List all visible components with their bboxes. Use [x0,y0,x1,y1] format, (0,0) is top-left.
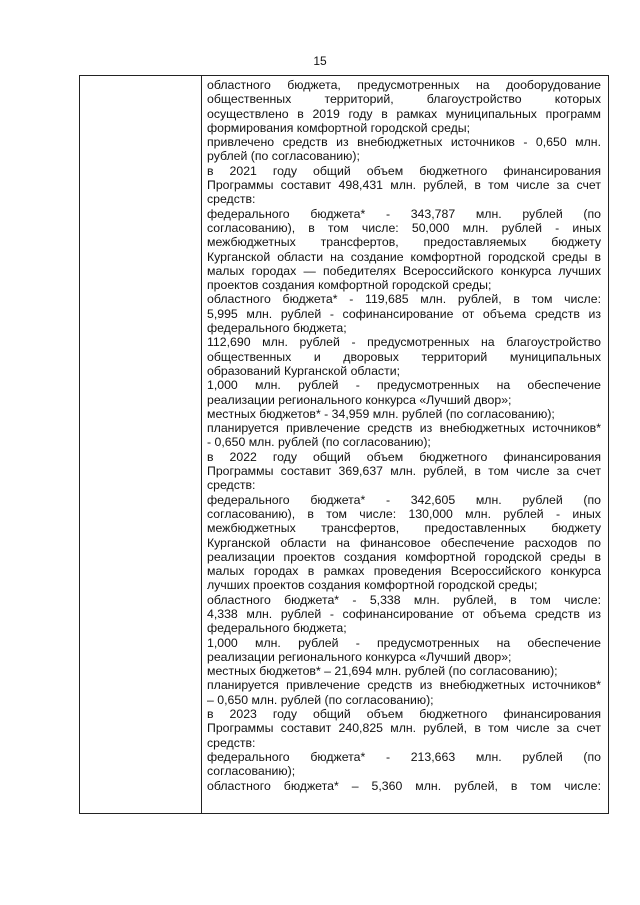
text-line: реализации регионального конкурса «Лучший двор»; [207,392,512,407]
text-line: планируется привлечение средств из внебюджетных источников* [207,678,601,693]
text-line: реализации регионального конкурса «Лучший двор»; [207,649,512,664]
text-line: в 2023 году общий объем бюджетного финансирования [207,707,601,722]
page-number: 15 [313,54,327,68]
text-line: местных бюджетов* - 34,959 млн. рублей (по согласованию); [207,406,555,421]
text-line: малых городах — победителях Всероссийского конкурса лучших [207,263,601,278]
text-line: 1,000 млн. рублей - предусмотренных на обеспечение [207,635,601,650]
text-line: межбюджетных трансфертов, предоставляемых бюджету [207,235,601,250]
text-line: областного бюджета* - 119,685 млн. рублей, в том числе: [207,292,601,307]
text-line: межбюджетных трансфертов, предоставленных бюджету [207,521,601,536]
text-line: привлечено средств из внебюджетных источников - 0,650 млн. [207,135,601,150]
text-line: образований Курганской области; [207,363,400,378]
text-line: согласованию), в том числе: 50,000 млн. рублей - иных [207,220,601,235]
text-line: рублей (по согласованию); [207,149,360,164]
text-line: формирования комфортной городской среды; [207,120,471,135]
text-line: федерального бюджета* - 343,787 млн. рублей (по [207,206,601,221]
text-line: осуществлено в 2019 году в рамках муниципальных программ [207,106,601,121]
text-line: в 2021 году общий объем бюджетного финансирования [207,163,601,178]
text-line: федерального бюджета* - 342,605 млн. рублей (по [207,492,601,507]
text-line: областного бюджета, предусмотренных на дооборудование [207,78,601,92]
text-line: общественных территорий, благоустройство которых [207,92,601,107]
text-line: лучших проектов создания комфортной городской среды; [207,578,538,593]
text-line: – 0,650 млн. рублей (по согласованию); [207,692,434,707]
text-line: - 0,650 млн. рублей (по согласованию); [207,435,431,450]
text-line: общественных и дворовых территорий муниципальных [207,349,601,364]
text-line: областного бюджета* – 5,360 млн. рублей, в том числе: [207,778,601,793]
text-line: согласованию); [207,764,296,779]
text-line: средств: [207,735,256,750]
text-line: проектов создания комфортной городской среды; [207,278,492,293]
text-line: 5,995 млн. рублей - софинансирование от объема средств из [207,306,601,321]
program-funding-table [79,75,609,814]
text-line: в 2022 году общий объем бюджетного финансирования [207,449,601,464]
funding-description-cell [202,76,608,813]
text-line: Курганской области на финансовое обеспечение расходов по [207,535,601,550]
text-line: 1,000 млн. рублей - предусмотренных на обеспечение [207,378,601,393]
text-line: областного бюджета* - 5,338 млн. рублей, в том числе: [207,592,601,607]
text-line: планируется привлечение средств из внебюджетных источников* [207,421,601,436]
text-line: Программы составит 240,825 млн. рублей, в том числе за счет [207,721,601,736]
text-line: малых городах в рамках проведения Всероссийского конкурса [207,564,601,579]
text-line: Программы составит 498,431 млн. рублей, в том числе за счет [207,178,601,193]
text-line: согласованию), в том числе: 130,000 млн. рублей - иных [207,506,601,521]
text-line: средств: [207,478,256,493]
text-line: средств: [207,192,256,207]
text-line: 112,690 млн. рублей - предусмотренных на благоустройство [207,335,601,350]
text-line: местных бюджетов* – 21,694 млн. рублей (по согласованию); [207,664,558,679]
text-line: 4,338 млн. рублей - софинансирование от объема средств из [207,606,601,621]
table-left-cell [80,76,202,813]
text-line: Программы составит 369,637 млн. рублей, в том числе за счет [207,464,601,479]
text-line: федерального бюджета; [207,621,347,636]
text-line: федерального бюджета* - 213,663 млн. рублей (по [207,749,601,764]
text-line: федерального бюджета; [207,321,347,336]
text-line: Курганской области на создание комфортной городской среды в [207,249,601,264]
text-line: реализации проектов создания комфортной городской среды в [207,549,601,564]
